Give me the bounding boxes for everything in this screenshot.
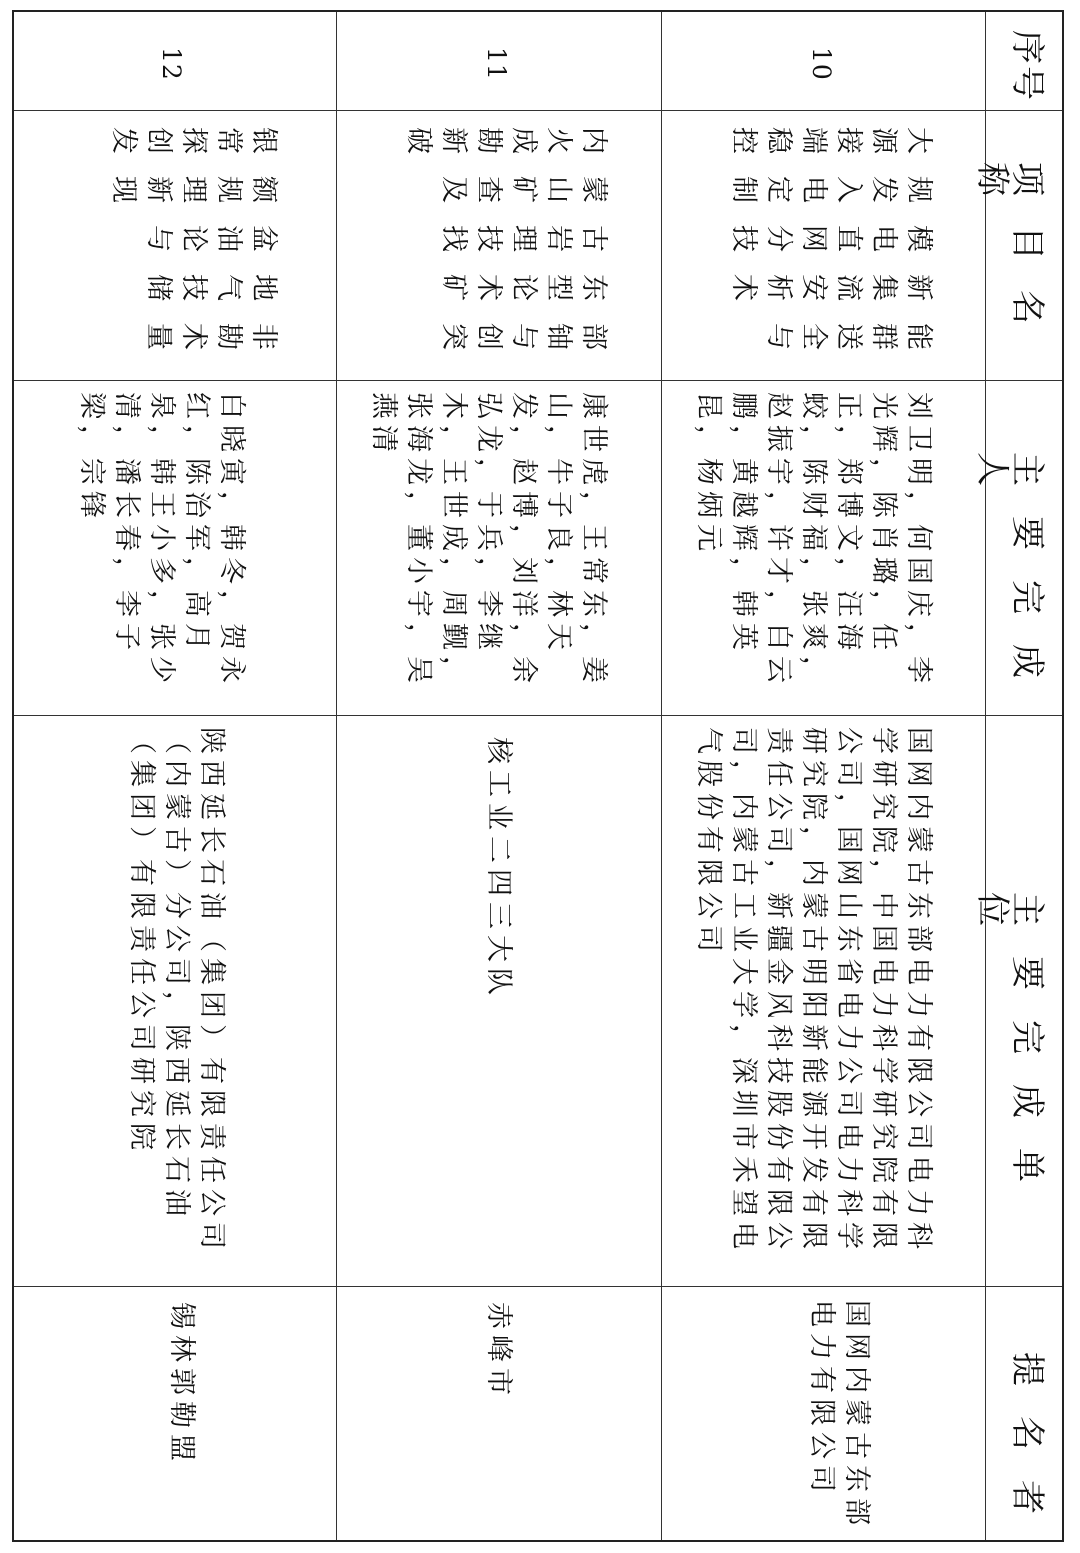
row-12-seq: 12 <box>157 47 186 81</box>
row-10-main-units: 国网内蒙古东部电力有限公司电力科学研究院，中国电力科学研究院有限公司，国网山东省电力公司电力科学研究院，内蒙古明阳新能源开发有限责任公司，新疆金风科技股份有限公司，内蒙古工业大学，深圳市禾望电气股份有限公司 <box>693 727 934 1255</box>
row-12-main-persons: 白晓寅，韩冬，贺永红，陈治军，高月泉，韩王小多，张少清，潘长春，李子梁，宗锋 <box>76 392 247 689</box>
row-11-nominator: 赤峰市 <box>483 1302 514 1401</box>
row-10-nominator: 国网内蒙古东部电力有限公司 <box>806 1300 872 1531</box>
header-nominator: 提名者 <box>1007 1352 1047 1544</box>
field-divider <box>14 1286 1062 1287</box>
row-10-main-persons: 刘卫明，何国庆，李光辉，陈肖璐，任正，郑博文，汪海蛟，陈财福，张爽，赵振宇，许才，白云鹏，黄越辉，韩英昆，杨炳元 <box>693 392 934 689</box>
header-main-units: 主要完成单位 <box>972 892 1047 1212</box>
header-project-name: 项目名称 <box>972 162 1047 354</box>
row-11-project-name: 内蒙古东部火山岩型铀成矿理论与勘查技术创新及找矿突破 <box>403 127 609 372</box>
row-10-seq: 10 <box>807 47 836 81</box>
award-table <box>12 10 1064 1542</box>
row-divider <box>336 12 337 1540</box>
row-12-nominator: 锡林郭勒盟 <box>166 1302 197 1467</box>
row-11-main-units: 核工业二四三大队 <box>483 737 514 1001</box>
field-divider <box>14 110 1062 111</box>
field-divider <box>14 380 1062 381</box>
row-11-seq: 11 <box>482 47 511 81</box>
header-main-persons: 主要完成人 <box>972 452 1047 708</box>
row-10-project-name: 大规模新能源发电集群接入直流送端电网安全稳定分析与控制技术 <box>728 127 934 372</box>
row-divider <box>661 12 662 1540</box>
field-divider <box>14 715 1062 716</box>
row-11-main-persons: 康世虎，王常东，姜山，牛子良，林天发，赵博，刘洋，余弘龙，于兵，李继木，王世成，周觐，张海龙，董小宇，吴燕清 <box>368 392 609 689</box>
header-seq: 序号 <box>1007 30 1047 102</box>
row-12-project-name: 银额盆地非常规油气勘探理论技术创新与储量发现 <box>108 127 279 372</box>
row-12-main-units: 陕西延长石油（集团）有限责任公司（内蒙古）分公司，陕西延长石油（集团）有限责任公司研究院 <box>126 727 227 1255</box>
